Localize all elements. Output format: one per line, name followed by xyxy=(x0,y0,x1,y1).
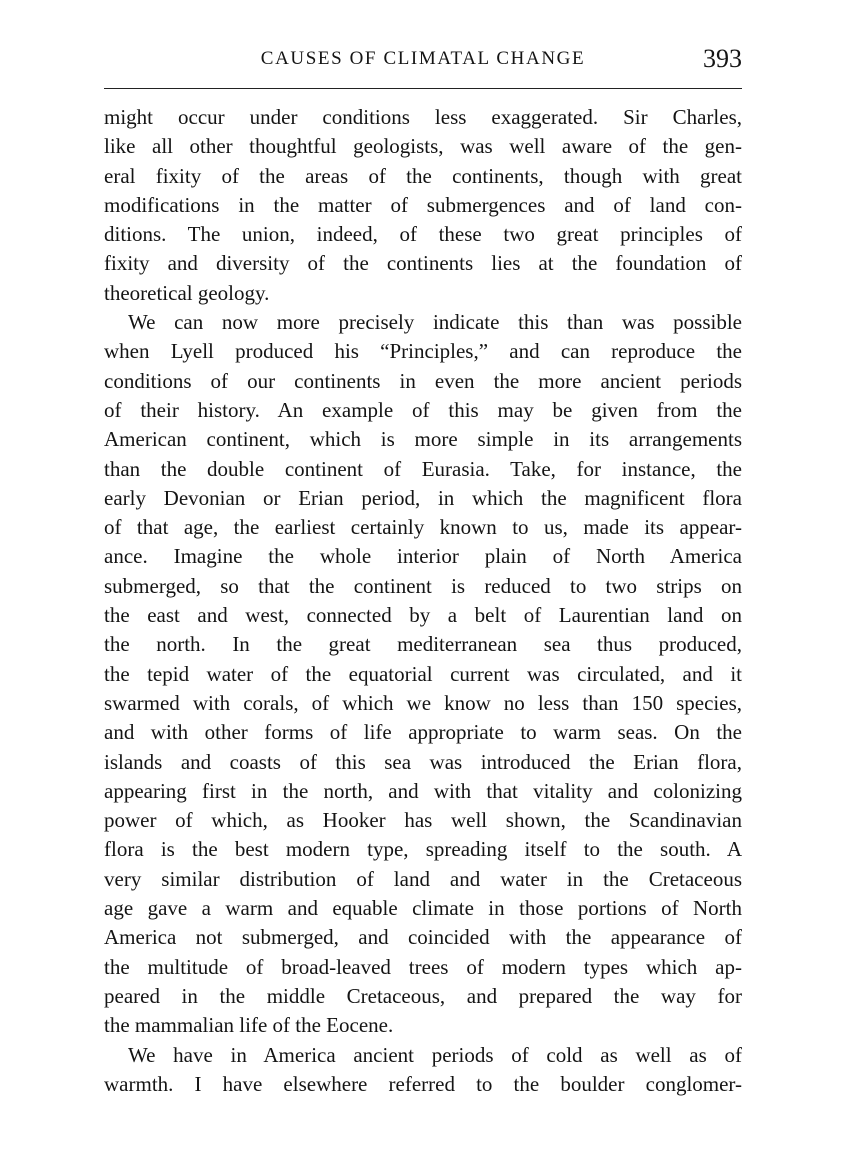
text-line: flora is the best modern type, spreading itself to the south. A xyxy=(104,837,742,862)
text-line: ance. Imagine the whole interior plain of North America xyxy=(104,544,742,569)
running-head: CAUSES OF CLIMATAL CHANGE xyxy=(260,48,586,69)
text-line: appearing first in the north, and with that vitality and colonizing xyxy=(104,778,742,803)
text-line: fixity and diversity of the continents lies at the foundation of xyxy=(104,251,742,276)
text-line: the north. In the great mediterranean sea thus produced, xyxy=(104,632,742,657)
text-line: American continent, which is more simple in its arrangements xyxy=(104,427,742,452)
text-line: We have in America ancient periods of cold as well as of xyxy=(128,1042,742,1067)
text-line: age gave a warm and equable climate in those portions of North xyxy=(104,896,742,921)
text-line: might occur under conditions less exaggerated. Sir Charles, xyxy=(104,105,742,129)
page-header xyxy=(104,44,742,78)
page-number: 393 xyxy=(703,44,742,73)
text-line: submerged, so that the continent is reduced to two strips on xyxy=(104,573,742,598)
text-line: America not submerged, and coincided with the appearance of xyxy=(104,925,742,950)
text-line: peared in the middle Cretaceous, and prepared the way for xyxy=(104,983,742,1008)
text-line: very similar distribution of land and water in the Cretaceous xyxy=(104,866,742,891)
text-line: conditions of our continents in even the more ancient periods xyxy=(104,368,742,393)
text-line: swarmed with corals, of which we know no less than 150 species, xyxy=(104,690,742,715)
text-line: eral fixity of the areas of the continents, though with great xyxy=(104,163,742,188)
text-line: theoretical geology. xyxy=(104,280,270,305)
text-line: of their history. An example of this may be given from the xyxy=(104,397,742,422)
text-line: modifications in the matter of submergences and of land con- xyxy=(104,192,742,217)
text-line: warmth. I have elsewhere referred to the boulder conglomer- xyxy=(104,1071,742,1096)
text-line: than the double continent of Eurasia. Take, for instance, the xyxy=(104,456,742,481)
text-line: when Lyell produced his “Principles,” and can reproduce the xyxy=(104,339,742,364)
text-line: We can now more precisely indicate this than was possible xyxy=(128,310,742,335)
text-line: the east and west, connected by a belt of Laurentian land on xyxy=(104,603,742,628)
text-line: like all other thoughtful geologists, was well aware of the gen- xyxy=(104,134,742,159)
text-line: early Devonian or Erian period, in which the magnificent flora xyxy=(104,485,742,510)
text-line: the mammalian life of the Eocene. xyxy=(104,1013,394,1038)
text-line: power of which, as Hooker has well shown, the Scandinavian xyxy=(104,808,742,833)
text-line: islands and coasts of this sea was introduced the Erian flora, xyxy=(104,749,742,774)
text-line: ditions. The union, indeed, of these two great principles of xyxy=(104,222,742,247)
body-text xyxy=(104,103,742,1099)
text-line: and with other forms of life appropriate to warm seas. On the xyxy=(104,720,742,745)
header-rule xyxy=(104,88,742,89)
text-line: the multitude of broad-leaved trees of modern types which ap- xyxy=(104,954,742,979)
text-line: of that age, the earliest certainly known to us, made its appear- xyxy=(104,515,742,540)
text-line: the tepid water of the equatorial current was circulated, and it xyxy=(104,661,742,686)
